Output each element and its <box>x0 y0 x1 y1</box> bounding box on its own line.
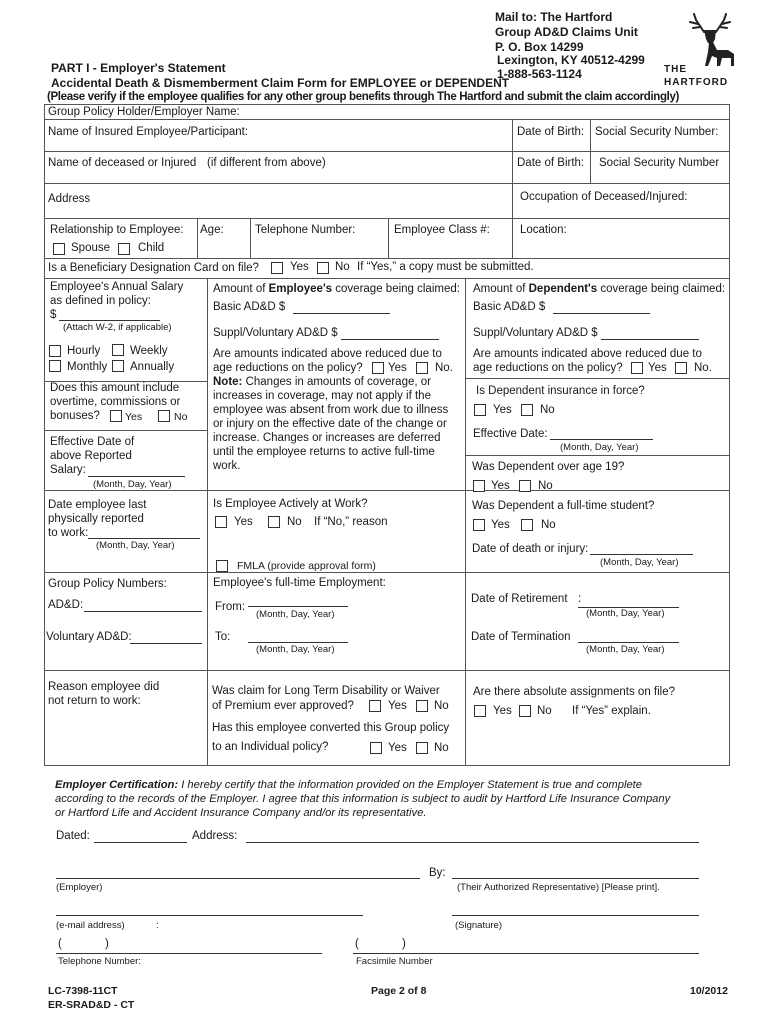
occupation-label: Occupation of Deceased/Injured: <box>520 191 688 203</box>
employee-coverage-title <box>213 283 460 295</box>
over-19-no-label: No <box>538 480 553 492</box>
student-yes-label: Yes <box>491 519 510 531</box>
to-mdy: (Month, Day, Year) <box>256 644 335 655</box>
spouse-label: Spouse <box>71 242 111 254</box>
student-yes-checkbox[interactable] <box>473 519 485 531</box>
dep-reduced-yes-label: Yes <box>648 362 667 374</box>
retirement-colon: : <box>578 593 582 605</box>
relationship-label: Relationship to Employee: <box>50 224 184 236</box>
mail-city: Lexington, KY 40512-4299 <box>497 53 645 67</box>
active-yes-label: Yes <box>234 516 253 528</box>
ltd-no-label: No <box>434 700 449 712</box>
from-label: From: <box>215 601 246 613</box>
effective-mdy: (Month, Day, Year) <box>93 479 172 490</box>
signature-caption: (Signature) <box>455 920 502 931</box>
dep-reduced-q2: age reductions on the policy? <box>473 362 623 374</box>
emp-reduced-yes-label: Yes <box>388 362 407 374</box>
beneficiary-question: Is a Beneficiary Designation Card on file? <box>48 262 259 274</box>
fax-paren-open: ( <box>355 938 359 950</box>
emp-note-2: increases in coverage, may not apply if the <box>213 390 431 402</box>
cert-line-2: according to the records of the Employer. I agree that this information is subject to audit by Hartford Life Insurance Company <box>55 793 671 805</box>
form-title: Accidental Death & Dismemberment Claim Form for EMPLOYEE or DEPENDENT <box>51 76 510 90</box>
dep-suppl-label: Suppl/Voluntary AD&D $ <box>473 327 598 339</box>
emp-note-3: employee was absent from work due to illness <box>213 404 449 416</box>
converted-yes-checkbox[interactable] <box>370 742 382 754</box>
hourly-checkbox[interactable] <box>49 345 61 357</box>
death-date-label: Date of death or injury: <box>472 543 589 555</box>
if-different-label: (if different from above) <box>207 157 326 169</box>
dob-label: Date of Birth: <box>517 126 585 138</box>
assign-no-label: No <box>537 705 552 717</box>
bonus-yes-label: Yes <box>125 411 143 423</box>
reason-not-return-2: not return to work: <box>48 695 141 707</box>
dep-cov-post: coverage being claimed: <box>597 283 726 295</box>
ssn-label: Social Security Number: <box>595 126 719 138</box>
includes-label-3: bonuses? <box>50 410 100 422</box>
add-policy-label: AD&D: <box>48 599 84 611</box>
last-worked-label-3: to work: <box>48 527 89 539</box>
retirement-label: Date of Retirement <box>471 593 568 605</box>
over-19-label: Was Dependent over age 19? <box>472 461 625 473</box>
dep-inforce-label: Is Dependent insurance in force? <box>476 385 645 397</box>
tel-paren-open: ( <box>58 938 62 950</box>
converted-question-1: Has this employee converted this Group policy <box>212 722 450 734</box>
salary-label: Employee's Annual Salary <box>50 281 184 293</box>
by-label: By: <box>429 867 446 879</box>
emp-reduced-no-label: No. <box>435 362 453 374</box>
dated-label: Dated: <box>56 830 90 842</box>
student-no-checkbox[interactable] <box>521 519 533 531</box>
cert-line-1 <box>55 778 735 792</box>
rep-caption: (Their Authorized Representative) [Please print]. <box>457 882 660 893</box>
logo-hartford: HARTFORD <box>664 77 729 88</box>
emp-cov-bold: Employee's <box>268 283 333 295</box>
mail-box: P. O. Box 14299 <box>495 40 584 54</box>
effective-label-1: Effective Date of <box>50 436 135 448</box>
policy-holder-label: Group Policy Holder/Employer Name: <box>48 106 240 118</box>
annually-label: Annually <box>130 361 175 373</box>
beneficiary-no-checkbox[interactable] <box>317 262 329 274</box>
address-label: Address <box>48 193 91 205</box>
salary-dollar: $ <box>50 309 57 321</box>
last-worked-label-2: physically reported <box>48 513 144 525</box>
salary-label-2: as defined in policy: <box>50 295 152 307</box>
fmla-checkbox[interactable] <box>216 560 228 572</box>
cert-l1: I hereby certify that the information provided on the Employer Statement is true and complete <box>178 779 642 791</box>
note-label: Note: <box>213 376 243 388</box>
email-colon: : <box>156 920 159 931</box>
includes-label-1: Does this amount include <box>50 382 180 394</box>
emp-note-7: work. <box>213 460 241 472</box>
bonus-no-label: No <box>174 411 188 423</box>
note-text-1: Changes in amounts of coverage, or <box>242 376 431 388</box>
dep-effective-mdy: (Month, Day, Year) <box>560 442 639 453</box>
dep-reduced-yes-checkbox[interactable] <box>631 362 643 374</box>
ltd-question-1: Was claim for Long Term Disability or Waiver <box>212 685 440 697</box>
dep-cov-bold: Dependent's <box>528 283 598 295</box>
monthly-checkbox[interactable] <box>49 360 61 372</box>
dep-reduced-no-checkbox[interactable] <box>675 362 687 374</box>
dependent-coverage-title <box>473 283 725 295</box>
cert-label: Employer Certification: <box>55 779 179 791</box>
dep-basic-add-label: Basic AD&D $ <box>473 301 546 313</box>
certification-text <box>55 778 735 820</box>
email-caption: (e-mail address) <box>56 920 125 931</box>
emp-cov-post: coverage being claimed: <box>332 283 460 295</box>
emp-note-6: until the employee returns to active full-time <box>213 446 435 458</box>
emp-note-4: or injury on the effective date of the change or <box>213 418 447 430</box>
logo-the: THE <box>664 64 687 75</box>
emp-note-1 <box>213 376 431 388</box>
weekly-label: Weekly <box>130 345 168 357</box>
emp-cov-pre: Amount of <box>213 283 269 295</box>
active-reason-label: If “No,” reason <box>314 516 388 528</box>
converted-question-2: to an Individual policy? <box>212 741 329 753</box>
bonus-yes-checkbox[interactable] <box>110 410 122 422</box>
retirement-mdy: (Month, Day, Year) <box>586 608 665 619</box>
assignments-question: Are there absolute assignments on file? <box>473 686 676 698</box>
annually-checkbox[interactable] <box>112 360 124 372</box>
bonus-no-checkbox[interactable] <box>158 410 170 422</box>
over-19-no-checkbox[interactable] <box>519 480 531 492</box>
hourly-label: Hourly <box>67 345 101 357</box>
voluntary-add-label: Voluntary AD&D: <box>46 631 132 643</box>
emp-reduced-q1: Are amounts indicated above reduced due to <box>213 348 442 360</box>
assign-no-checkbox[interactable] <box>519 705 531 717</box>
active-no-checkbox[interactable] <box>268 516 280 528</box>
child-checkbox[interactable] <box>118 243 130 255</box>
dep-inforce-no-checkbox[interactable] <box>521 404 533 416</box>
effective-label-3: Salary: <box>50 464 86 476</box>
to-label: To: <box>215 631 231 643</box>
reason-not-return-1: Reason employee did <box>48 681 160 693</box>
verify-note: (Please verify if the employee qualifies for any other group benefits through The Hartford and submit the claim accordingly) <box>47 91 680 103</box>
student-label: Was Dependent a full-time student? <box>472 500 655 512</box>
ltd-question-2: of Premium ever approved? <box>212 700 354 712</box>
dep-inforce-no-label: No <box>540 404 555 416</box>
dep-reduced-q1: Are amounts indicated above reduced due to <box>473 348 702 360</box>
over-19-yes-checkbox[interactable] <box>473 480 485 492</box>
insured-name-label: Name of Insured Employee/Participant: <box>48 126 249 138</box>
mail-phone: 1-888-563-1124 <box>497 67 582 81</box>
fax-paren-close: ) <box>402 938 406 950</box>
part-title: PART I - Employer's Statement <box>51 61 226 75</box>
ltd-yes-checkbox[interactable] <box>369 700 381 712</box>
active-no-label: No <box>287 516 302 528</box>
student-no-label: No <box>541 519 556 531</box>
page-number: Page 2 of 8 <box>371 985 427 997</box>
over-19-yes-label: Yes <box>491 480 510 492</box>
mail-unit: Group AD&D Claims Unit <box>495 25 638 39</box>
form-code-2: ER-SRAD&D - CT <box>48 999 135 1011</box>
dep-inforce-yes-label: Yes <box>493 404 512 416</box>
dep-reduced-no-label: No. <box>694 362 712 374</box>
attach-w2-note: (Attach W-2, if applicable) <box>63 322 172 333</box>
converted-no-checkbox[interactable] <box>416 742 428 754</box>
last-worked-label-1: Date employee last <box>48 499 147 511</box>
ltd-yes-label: Yes <box>388 700 407 712</box>
telephone-label: Telephone Number: <box>255 224 356 236</box>
termination-mdy: (Month, Day, Year) <box>586 644 665 655</box>
emp-reduced-q2: age reductions on the policy? <box>213 362 363 374</box>
mail-to: Mail to: The Hartford <box>495 10 613 24</box>
active-yes-checkbox[interactable] <box>215 516 227 528</box>
ltd-no-checkbox[interactable] <box>416 700 428 712</box>
beneficiary-yes-label: Yes <box>290 261 309 273</box>
tel-paren-close: ) <box>105 938 109 950</box>
actively-at-work-label: Is Employee Actively at Work? <box>213 498 368 510</box>
converted-yes-label: Yes <box>388 742 407 754</box>
child-label: Child <box>138 242 165 254</box>
dep-effective-label: Effective Date: <box>473 428 548 440</box>
form-code-1: LC-7398-11CT <box>48 985 118 997</box>
full-time-employment-label: Employee's full-time Employment: <box>213 577 386 589</box>
location-label: Location: <box>520 224 567 236</box>
beneficiary-note: If “Yes,” a copy must be submitted. <box>357 261 534 273</box>
hartford-stag-logo-icon <box>682 12 742 68</box>
monthly-label: Monthly <box>67 361 108 373</box>
emp-suppl-label: Suppl/Voluntary AD&D $ <box>213 327 338 339</box>
assign-yes-checkbox[interactable] <box>474 705 486 717</box>
cert-line-3: or Hartford Life and Accident Insurance Company and/or its representative. <box>55 807 427 819</box>
dob-label-2: Date of Birth: <box>517 157 585 169</box>
cert-address-label: Address: <box>192 830 238 842</box>
from-mdy: (Month, Day, Year) <box>256 609 335 620</box>
converted-no-label: No <box>434 742 449 754</box>
emp-basic-add-label: Basic AD&D $ <box>213 301 286 313</box>
emp-reduced-yes-checkbox[interactable] <box>372 362 384 374</box>
includes-label-2: overtime, commissions or <box>50 396 181 408</box>
dep-cov-pre: Amount of <box>473 283 529 295</box>
termination-label: Date of Termination <box>471 631 571 643</box>
assign-explain-label: If “Yes” explain. <box>572 705 651 717</box>
age-label: Age: <box>200 224 224 236</box>
last-worked-mdy: (Month, Day, Year) <box>96 540 175 551</box>
ssn-label-2: Social Security Number <box>599 157 720 169</box>
emp-reduced-no-checkbox[interactable] <box>416 362 428 374</box>
effective-label-2: above Reported <box>50 450 132 462</box>
fmla-label: FMLA (provide approval form) <box>237 560 376 572</box>
death-date-mdy: (Month, Day, Year) <box>600 557 679 568</box>
employee-class-label: Employee Class #: <box>394 224 490 236</box>
deceased-name-label: Name of deceased or Injured <box>48 157 197 169</box>
dep-inforce-yes-checkbox[interactable] <box>474 404 486 416</box>
weekly-checkbox[interactable] <box>112 344 124 356</box>
beneficiary-no-label: No <box>335 261 350 273</box>
employer-caption: (Employer) <box>56 882 103 893</box>
spouse-checkbox[interactable] <box>53 243 65 255</box>
assign-yes-label: Yes <box>493 705 512 717</box>
telephone-caption: Telephone Number: <box>58 956 141 967</box>
emp-note-5: increase. Changes or increases are deferred <box>213 432 441 444</box>
form-date: 10/2012 <box>690 985 728 997</box>
fax-caption: Facsimile Number <box>356 956 433 967</box>
group-policy-numbers-label: Group Policy Numbers: <box>48 578 167 590</box>
beneficiary-yes-checkbox[interactable] <box>271 262 283 274</box>
